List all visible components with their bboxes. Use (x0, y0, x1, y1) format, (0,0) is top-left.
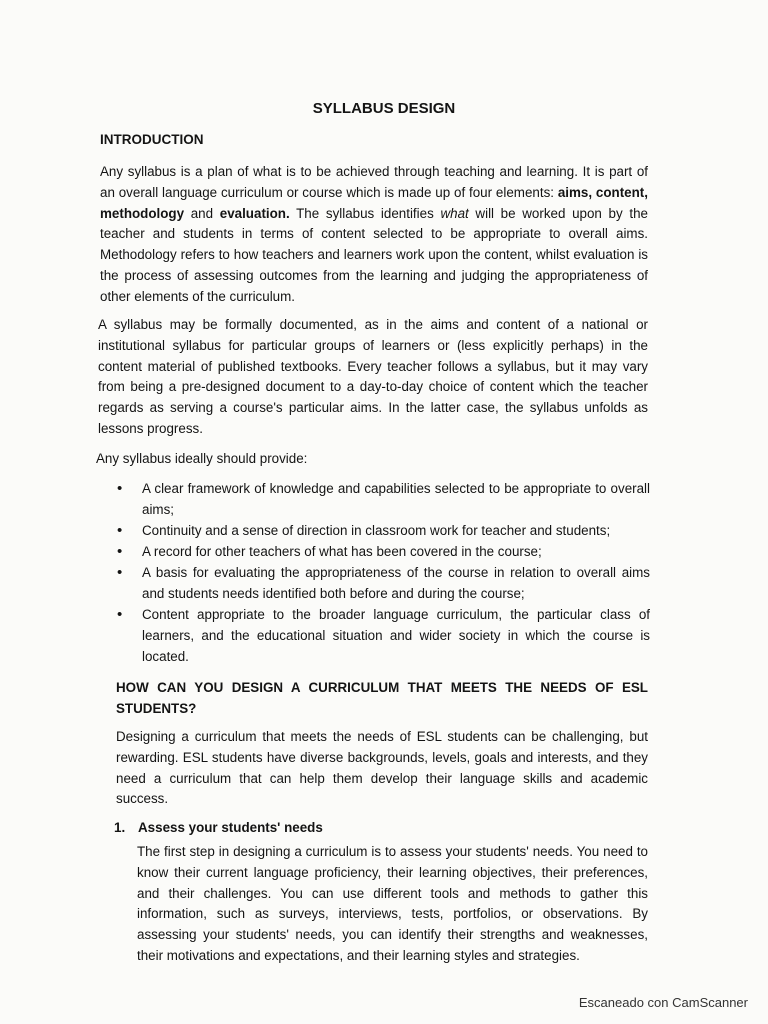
list-item: • Content appropriate to the broader language curriculum, the particular class of learners, and the educational situation and wider society in which the course is located. (114, 604, 650, 667)
introduction-paragraph-1: Any syllabus is a plan of what is to be achieved through teaching and learning. It is part of an overall language curriculum or course which is made up of four elements: aims, content, methodology and evaluation. The syllabus identifies what will be worked upon by the teacher and students in terms of content selected to be appropriate to overall aims. Methodology refers to how teachers and learners work upon the content, whilst evaluation is the process of assessing outcomes from the learning and judging the appropriateness of other elements of the curriculum. (100, 164, 648, 304)
scanner-watermark: Escaneado con CamScanner (578, 995, 748, 1010)
list-item: • Continuity and a sense of direction in classroom work for teacher and students; (114, 520, 650, 541)
page-title: SYLLABUS DESIGN (312, 100, 456, 117)
esl-paragraph: Designing a curriculum that meets the needs of ESL students can be challenging, but rewarding. ESL students have diverse backgrounds, levels, goals and interests, and they need a curriculum that can help them develop their language skills and academic success. (116, 729, 648, 807)
list-item: • A clear framework of knowledge and capabilities selected to be appropriate to overall aims; (114, 478, 650, 520)
step-1-paragraph: The first step in designing a curriculum is to assess your students' needs. You need to know their current language proficiency, their learning objectives, their preferences, and their challenges. You can use different tools and methods to gather this information, such as surveys, interviews, tests, portfolios, or observations. By assessing your students' needs, you can identify their strengths and weaknesses, their motivations and expectations, and their learning styles and strategies. (137, 844, 648, 963)
list-item: • A record for other teachers of what has been covered in the course; (114, 541, 650, 562)
step-1-heading (114, 820, 323, 835)
section-heading-introduction: INTRODUCTION (100, 132, 204, 147)
syllabus-provisions-list (114, 478, 650, 667)
section-heading-esl-curriculum: HOW CAN YOU DESIGN A CURRICULUM THAT MEETS THE NEEDS OF ESL STUDENTS? (116, 680, 648, 716)
list-item: • A basis for evaluating the appropriateness of the course in relation to overall aims and students needs identified both before and during the course; (114, 562, 650, 604)
step-number: 1. (114, 820, 126, 835)
introduction-paragraph-3: Any syllabus ideally should provide: (96, 451, 308, 466)
introduction-paragraph-2: A syllabus may be formally documented, as in the aims and content of a national or institutional syllabus for particular groups of learners or (less explicitly perhaps) in the content material of published textbooks. Every teacher follows a syllabus, but it may vary from being a pre-designed document to a day-to-day choice of content which the teacher regards as serving a course's particular aims. In the latter case, the syllabus unfolds as lessons progress. (98, 317, 648, 436)
step-title: Assess your students' needs (138, 820, 323, 835)
